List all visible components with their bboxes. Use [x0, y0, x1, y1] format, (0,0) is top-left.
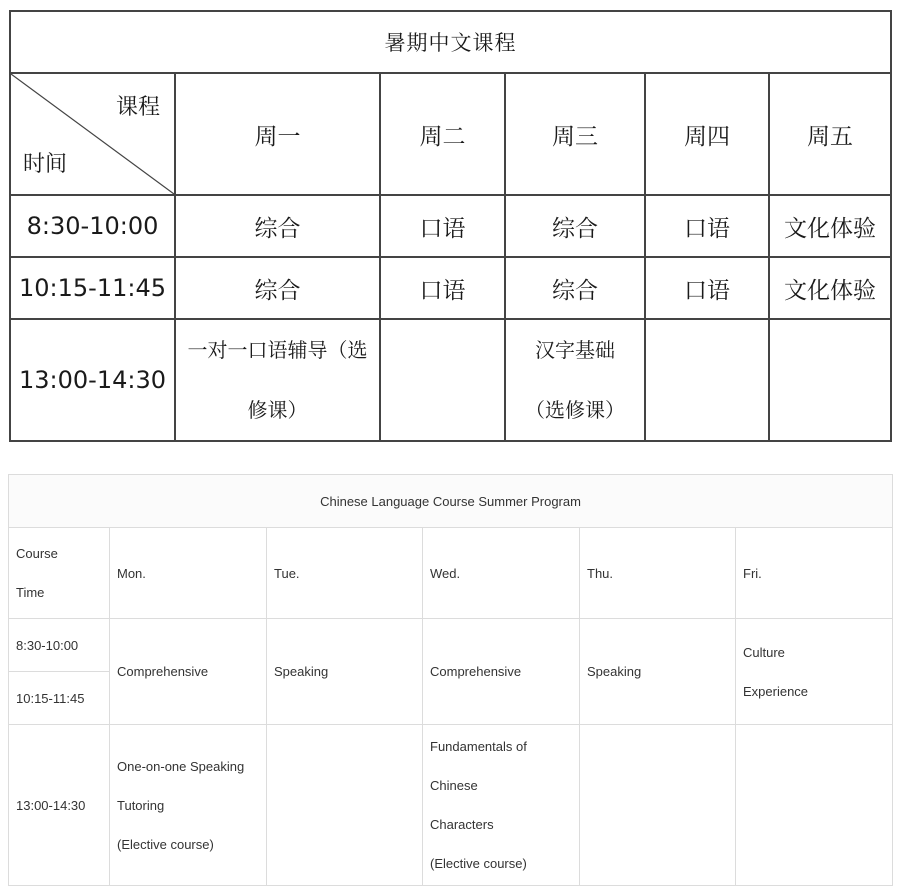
corner-time-label: 时间 [23, 152, 68, 177]
course-cell: 文化体验 [769, 195, 891, 257]
time-slot: 10:15-11:45 [10, 257, 175, 319]
empty-cell [645, 319, 769, 441]
course-line: Comprehensive [117, 664, 209, 679]
course-line: 汉字基础 [535, 338, 615, 362]
course-cell: 口语 [645, 195, 769, 257]
course-cell: 口语 [380, 257, 505, 319]
day-header: Fri. [736, 528, 893, 619]
course-cell [267, 619, 423, 725]
course-line: (Elective course) [117, 836, 214, 852]
course-line: Characters [430, 817, 494, 832]
course-line: Tutoring [117, 797, 165, 813]
english-schedule-table [8, 474, 893, 886]
time-slot: 8:30-10:00 [9, 619, 110, 672]
course-cell [175, 319, 380, 441]
course-cell: 综合 [505, 195, 645, 257]
course-line: （选修课） [525, 398, 625, 422]
course-line: Speaking [587, 664, 642, 679]
time-slot: 13:00-14:30 [9, 725, 110, 886]
corner-course-label: 课程 [115, 95, 160, 120]
day-header: 周五 [769, 73, 891, 195]
course-cell [110, 619, 267, 725]
chinese-schedule-table [9, 10, 892, 442]
empty-cell [769, 319, 891, 441]
course-cell [580, 619, 736, 725]
course-line: One-on-one Speaking [117, 758, 245, 774]
time-slot: 13:00-14:30 [10, 319, 175, 441]
course-line: Speaking [274, 664, 329, 679]
chinese-corner-cell [10, 73, 175, 195]
english-corner-cell [9, 528, 110, 619]
empty-cell [380, 319, 505, 441]
day-header: Mon. [110, 528, 267, 619]
course-cell [110, 725, 267, 886]
corner-course-label: Course [16, 546, 58, 561]
course-line: Comprehensive [430, 664, 522, 679]
day-header: Thu. [580, 528, 736, 619]
course-cell [505, 319, 645, 441]
empty-cell [580, 725, 736, 886]
course-line: Fundamentals of [430, 739, 527, 754]
day-header: 周一 [175, 73, 380, 195]
course-line: Chinese [430, 778, 478, 793]
day-header: Tue. [267, 528, 423, 619]
course-cell [423, 725, 580, 886]
day-header: 周四 [645, 73, 769, 195]
english-table-title: Chinese Language Course Summer Program [9, 475, 893, 528]
course-cell: 综合 [175, 257, 380, 319]
course-line: (Elective course) [430, 856, 527, 871]
time-slot: 8:30-10:00 [10, 195, 175, 257]
course-cell: 综合 [505, 257, 645, 319]
course-cell [423, 619, 580, 725]
course-cell: 口语 [380, 195, 505, 257]
corner-time-label: Time [16, 585, 45, 600]
day-header: Wed. [423, 528, 580, 619]
course-cell: 文化体验 [769, 257, 891, 319]
course-cell: 口语 [645, 257, 769, 319]
chinese-table-title: 暑期中文课程 [10, 11, 891, 73]
course-cell [736, 619, 893, 725]
course-cell: 综合 [175, 195, 380, 257]
course-line: 一对一口语辅导（选 [187, 338, 368, 362]
empty-cell [736, 725, 893, 886]
course-line: Experience [743, 683, 809, 699]
course-line: 修课） [247, 398, 308, 422]
empty-cell [267, 725, 423, 886]
day-header: 周三 [505, 73, 645, 195]
course-line: Culture [743, 644, 785, 660]
day-header: 周二 [380, 73, 505, 195]
time-slot: 10:15-11:45 [9, 672, 110, 725]
